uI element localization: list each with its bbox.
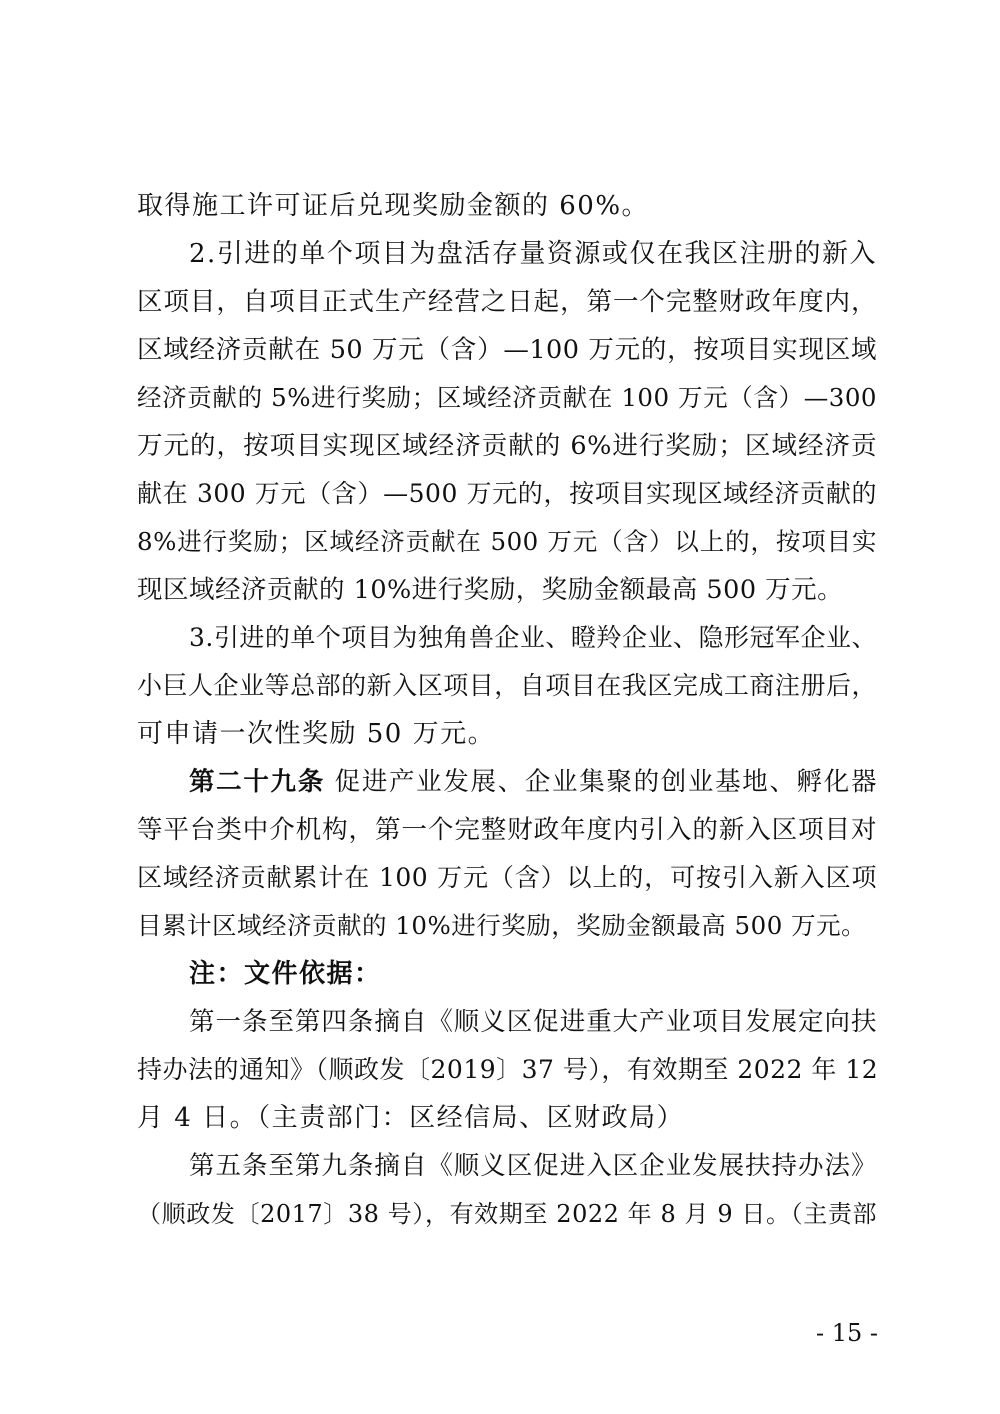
text-line: 第一条至第四条摘自《顺义区促进重大产业项目发展定向扶 (189, 1007, 877, 1037)
text-line: 取得施工许可证后兑现奖励金额的 60%。 (137, 191, 650, 221)
article-29-heading: 第二十九条 (189, 767, 325, 797)
text-line: 促进产业发展、企业集聚的创业基地、孵化器 (334, 767, 877, 797)
text-line: 区项目，自项目正式生产经营之日起，第一个完整财政年度内， (137, 287, 877, 317)
text-line: 目累计区域经济贡献的 10%进行奖励，奖励金额最高 500 万元。 (137, 911, 867, 940)
note-heading: 注：文件依据： (189, 959, 382, 989)
text-line: 等平台类中介机构，第一个完整财政年度内引入的新入区项目对 (137, 815, 877, 845)
text-line: 2.引进的单个项目为盘活存量资源或仅在我区注册的新入 (189, 239, 877, 269)
page-number: - 15 - (815, 1319, 878, 1347)
text-line: 区域经济贡献在 50 万元（含）—100 万元的，按项目实现区域 (137, 335, 877, 365)
text-line: 月 4 日。（主责部门：区经信局、区财政局） (137, 1103, 685, 1133)
text-line: 可申请一次性奖励 50 万元。 (137, 719, 496, 749)
text-line: 3.引进的单个项目为独角兽企业、瞪羚企业、隐形冠军企业、 (189, 623, 877, 652)
text-line: 第五条至第九条摘自《顺义区促进入区企业发展扶持办法》 (189, 1151, 877, 1181)
text-line: 献在 300 万元（含）—500 万元的，按项目实现区域经济贡献的 (137, 479, 877, 508)
text-line: 万元的，按项目实现区域经济贡献的 6%进行奖励；区域经济贡 (137, 431, 877, 461)
article-29-first-line (189, 756, 877, 808)
text-line: 区域经济贡献累计在 100 万元（含）以上的，可按引入新入区项 (137, 863, 877, 892)
text-line: （顺政发〔2017〕38 号），有效期至 2022 年 8 月 9 日。（主责部 (137, 1200, 877, 1228)
text-line: 小巨人企业等总部的新入区项目，自项目在我区完成工商注册后， (137, 671, 877, 700)
text-line: 现区域经济贡献的 10%进行奖励，奖励金额最高 500 万元。 (137, 575, 844, 605)
text-line: 持办法的通知》（顺政发〔2019〕37 号），有效期至 2022 年 12 (137, 1055, 879, 1084)
text-line: 经济贡献的 5%进行奖励；区域经济贡献在 100 万元（含）—300 (137, 383, 877, 412)
text-line: 8%进行奖励；区域经济贡献在 500 万元（含）以上的，按项目实 (137, 527, 877, 556)
